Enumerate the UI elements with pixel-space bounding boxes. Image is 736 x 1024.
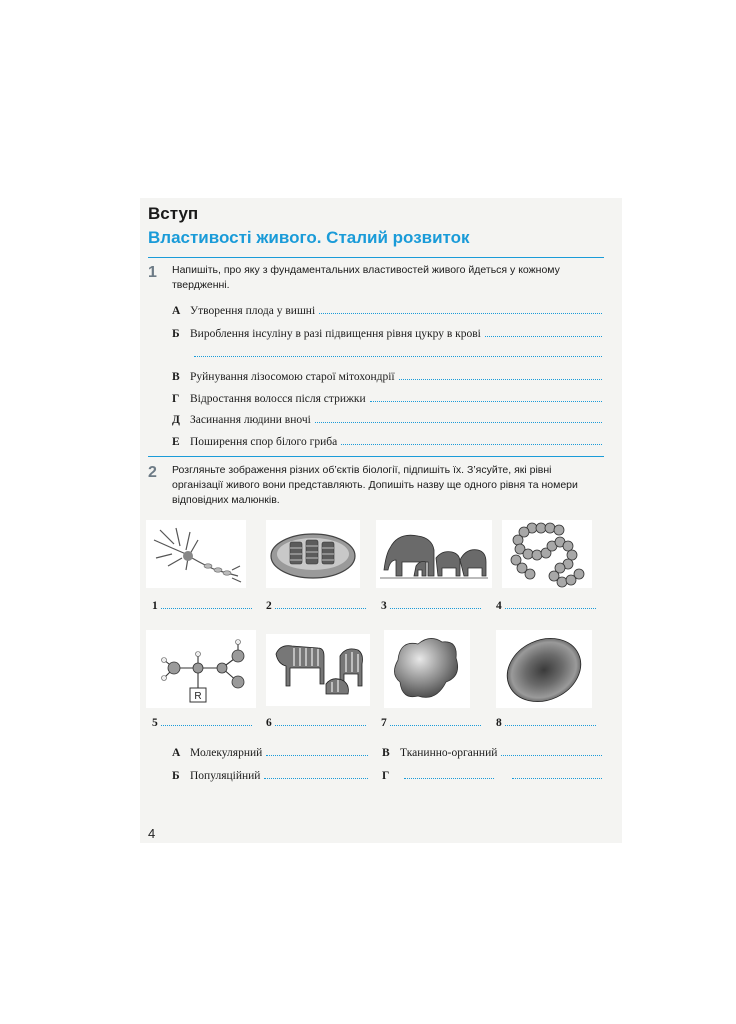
task2-prompt: Розгляньте зображення різних об’єктів біології, підпишіть їх. З’ясуйте, які рівні організації живого вони представляють. Допишіть назву ще одного рівня та номери відповідних малюнків. bbox=[172, 464, 578, 506]
protein-chain-icon bbox=[502, 520, 592, 588]
image-caption-2 bbox=[266, 599, 366, 612]
answer-line-continued[interactable] bbox=[194, 347, 602, 357]
image-5 bbox=[146, 630, 256, 708]
workbook-page bbox=[140, 198, 622, 843]
task1-item-d bbox=[172, 413, 602, 426]
elephants-icon bbox=[376, 520, 492, 588]
caption-answer-line[interactable] bbox=[161, 599, 252, 609]
task1-item-b bbox=[172, 327, 602, 340]
image-caption-7 bbox=[381, 716, 481, 729]
level-answer-line[interactable] bbox=[266, 746, 368, 756]
level-h bbox=[382, 769, 602, 782]
level-letter: В bbox=[382, 747, 390, 759]
level-name-line[interactable] bbox=[404, 769, 494, 779]
image-caption-5 bbox=[152, 716, 252, 729]
answer-line[interactable] bbox=[319, 304, 602, 314]
level-answer-line[interactable] bbox=[512, 769, 602, 779]
level-letter: Б bbox=[172, 770, 180, 782]
organ-icon bbox=[384, 630, 470, 708]
answer-line[interactable] bbox=[370, 392, 602, 402]
task1-item-e bbox=[172, 435, 602, 448]
item-text: Відростання волосся після стрижки bbox=[190, 393, 366, 405]
caption-answer-line[interactable] bbox=[161, 716, 252, 726]
item-letter: А bbox=[172, 305, 181, 317]
item-letter: Д bbox=[172, 414, 180, 426]
item-text: Поширення спор білого гриба bbox=[190, 436, 338, 448]
caption-number: 1 bbox=[152, 600, 158, 612]
item-text: Утворення плода у вишні bbox=[190, 305, 316, 317]
level-answer-line[interactable] bbox=[501, 746, 602, 756]
caption-number: 2 bbox=[266, 600, 272, 612]
caption-number: 3 bbox=[381, 600, 387, 612]
image-1 bbox=[146, 520, 246, 588]
zebras-icon bbox=[266, 634, 370, 706]
neuron-icon bbox=[146, 520, 246, 588]
image-caption-1 bbox=[152, 599, 252, 612]
caption-number: 4 bbox=[496, 600, 502, 612]
item-text: Вироблення інсуліну в разі підвищення рівня цукру в крові bbox=[190, 328, 481, 340]
level-text: Тканинно-органний bbox=[400, 747, 498, 759]
image-3 bbox=[376, 520, 492, 588]
page-number: 4 bbox=[148, 826, 156, 841]
section-title: Вступ bbox=[148, 204, 199, 223]
chloroplast-icon bbox=[266, 520, 360, 588]
task1-item-h bbox=[172, 392, 602, 405]
task2-number: 2 bbox=[148, 464, 157, 481]
image-caption-8 bbox=[496, 716, 596, 729]
image-caption-4 bbox=[496, 599, 596, 612]
image-caption-6 bbox=[266, 716, 366, 729]
task1-number: 1 bbox=[148, 264, 157, 281]
caption-answer-line[interactable] bbox=[275, 716, 366, 726]
item-letter: Б bbox=[172, 328, 180, 340]
level-a bbox=[172, 746, 368, 759]
answer-line[interactable] bbox=[341, 435, 602, 445]
image-7 bbox=[384, 630, 470, 708]
task1-item-a bbox=[172, 304, 602, 317]
task1-prompt: Напишіть, про яку з фундаментальних властивостей живого йдеться у кожному твердженні. bbox=[172, 264, 560, 291]
answer-line[interactable] bbox=[399, 370, 602, 380]
item-letter: Е bbox=[172, 436, 180, 448]
red-blood-cell-icon bbox=[496, 630, 592, 708]
caption-answer-line[interactable] bbox=[505, 599, 596, 609]
caption-number: 7 bbox=[381, 717, 387, 729]
caption-answer-line[interactable] bbox=[390, 716, 481, 726]
item-letter: Г bbox=[172, 393, 180, 405]
radical-label: R bbox=[194, 691, 202, 702]
item-text: Руйнування лізосомою старої мітохондрії bbox=[190, 371, 395, 383]
caption-answer-line[interactable] bbox=[505, 716, 596, 726]
caption-answer-line[interactable] bbox=[275, 599, 366, 609]
answer-line[interactable] bbox=[485, 327, 602, 337]
task2-top-rule bbox=[148, 456, 604, 457]
caption-number: 5 bbox=[152, 717, 158, 729]
image-caption-3 bbox=[381, 599, 481, 612]
caption-number: 6 bbox=[266, 717, 272, 729]
task1-top-rule bbox=[148, 257, 604, 258]
image-8 bbox=[496, 630, 592, 708]
caption-answer-line[interactable] bbox=[390, 599, 481, 609]
caption-number: 8 bbox=[496, 717, 502, 729]
level-answer-line[interactable] bbox=[264, 769, 368, 779]
amino-acid-icon bbox=[146, 630, 256, 708]
item-letter: В bbox=[172, 371, 180, 383]
answer-line[interactable] bbox=[315, 413, 602, 423]
level-text: Молекулярний bbox=[190, 747, 263, 759]
image-2 bbox=[266, 520, 360, 588]
level-letter: Г bbox=[382, 770, 390, 782]
lesson-title: Властивості живого. Сталий розвиток bbox=[148, 228, 470, 247]
image-4 bbox=[502, 520, 592, 588]
item-text: Засинання людини вночі bbox=[190, 414, 311, 426]
level-v bbox=[382, 746, 602, 759]
level-letter: А bbox=[172, 747, 181, 759]
level-text: Популяційний bbox=[190, 770, 261, 782]
task1-item-v bbox=[172, 370, 602, 383]
image-6 bbox=[266, 634, 370, 706]
level-b bbox=[172, 769, 368, 782]
